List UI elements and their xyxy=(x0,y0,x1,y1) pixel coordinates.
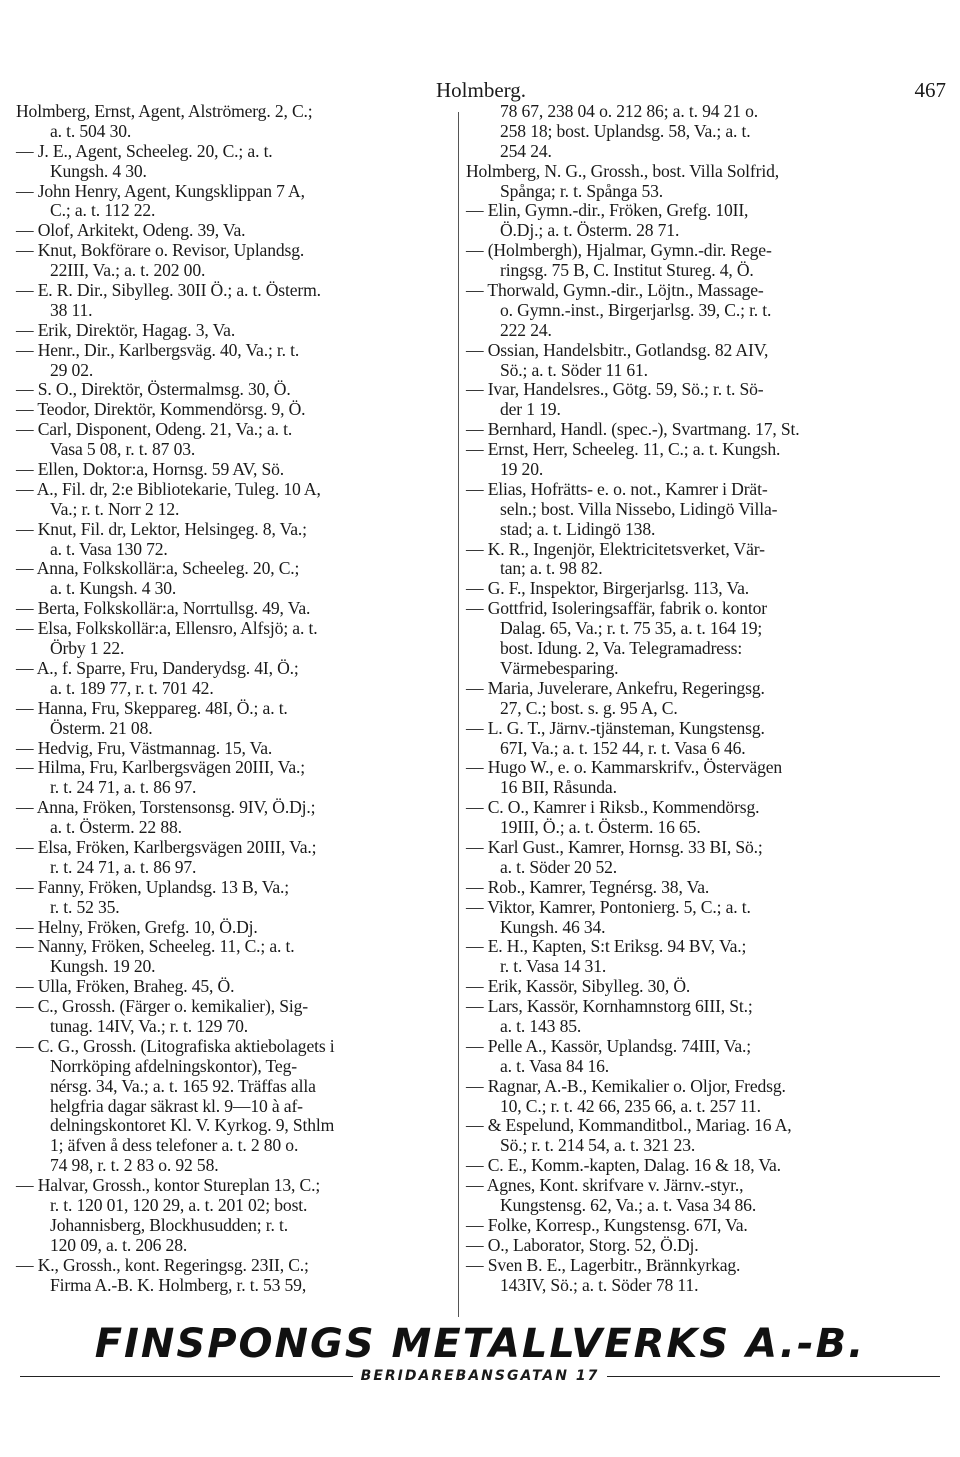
directory-line: 19III, Ö.; a. t. Österm. 16 65. xyxy=(500,817,701,838)
right-column xyxy=(466,102,936,1295)
directory-line: Dalag. 65, Va.; r. t. 75 35, a. t. 164 19; xyxy=(500,618,763,639)
directory-line: 38 11. xyxy=(50,299,93,320)
directory-line: — C. E., Komm.-kapten, Dalag. 16 & 18, Va. xyxy=(466,1155,781,1176)
directory-line: — Pelle A., Kassör, Uplandsg. 74III, Va.; xyxy=(466,1035,752,1056)
directory-line: Norrköping afdelningskontor), Teg- xyxy=(50,1055,297,1076)
directory-line: 67I, Va.; a. t. 152 44, r. t. Vasa 6 46. xyxy=(500,737,746,758)
directory-line: — Viktor, Kamrer, Pontonierg. 5, C.; a. t. xyxy=(466,896,751,917)
directory-line: — A., f. Sparre, Fru, Danderydsg. 4I, Ö.; xyxy=(16,657,299,678)
ad-subtitle-row xyxy=(20,1368,940,1384)
directory-line: ringsg. 75 B, C. Institut Stureg. 4, Ö. xyxy=(500,260,754,281)
directory-line: stad; a. t. Lidingö 138. xyxy=(500,518,656,539)
directory-line: Värmebesparing. xyxy=(500,657,619,678)
directory-line: a. t. 189 77, r. t. 701 42. xyxy=(50,677,214,698)
directory-line: — A., Fil. dr, 2:e Bibliotekarie, Tuleg. 10 A, xyxy=(16,478,321,499)
directory-line: — Halvar, Grossh., kontor Stureplan 13, C.; xyxy=(16,1175,321,1196)
directory-line: a. t. 143 85. xyxy=(500,1015,582,1036)
directory-line: — Carl, Disponent, Odeng. 21, Va.; a. t. xyxy=(16,419,293,440)
directory-line: helgfria dagar säkrast kl. 9—10 à af- xyxy=(50,1095,303,1116)
directory-line: — Hedvig, Fru, Västmannag. 15, Va. xyxy=(16,737,273,758)
directory-line: 222 24. xyxy=(500,319,552,340)
directory-line: Österm. 21 08. xyxy=(50,717,153,738)
page-number: 467 xyxy=(914,78,946,102)
directory-line: — John Henry, Agent, Kungsklippan 7 A, xyxy=(16,180,305,201)
directory-line: r. t. 24 71, a. t. 86 97. xyxy=(50,777,197,798)
directory-line: a. t. Söder 20 52. xyxy=(500,856,618,877)
directory-line: C.; a. t. 112 22. xyxy=(50,200,156,221)
column-divider xyxy=(458,112,459,1317)
directory-line: nérsg. 34, Va.; a. t. 165 92. Träffas alla xyxy=(50,1075,316,1096)
directory-line: — Maria, Juvelerare, Ankefru, Regeringsg. xyxy=(466,677,765,698)
directory-line: — Nanny, Fröken, Scheeleg. 11, C.; a. t. xyxy=(16,936,295,957)
directory-line: — Ragnar, A.-B., Kemikalier o. Oljor, Fredsg. xyxy=(466,1075,786,1096)
directory-line: — Hilma, Fru, Karlbergsvägen 20III, Va.; xyxy=(16,757,305,778)
directory-line: — Rob., Kamrer, Tegnérsg. 38, Va. xyxy=(466,876,710,897)
directory-line: — Teodor, Direktör, Kommendörsg. 9, Ö. xyxy=(16,399,306,420)
directory-line: 29 02. xyxy=(50,359,94,380)
directory-line: — Karl Gust., Kamrer, Hornsg. 33 BI, Sö.; xyxy=(466,836,763,857)
directory-line: — Ernst, Herr, Scheeleg. 11, C.; a. t. Kungsh. xyxy=(466,439,781,460)
directory-line: Örby 1 22. xyxy=(50,638,125,659)
directory-line: 16 BII, Råsunda. xyxy=(500,777,617,798)
directory-line: — Gottfrid, Isoleringsaffär, fabrik o. kontor xyxy=(466,598,768,619)
directory-line: Vasa 5 08, r. t. 87 03. xyxy=(50,439,196,460)
directory-line: — Erik, Direktör, Hagag. 3, Va. xyxy=(16,319,236,340)
directory-line: r. t. Vasa 14 31. xyxy=(500,956,607,977)
directory-line: Kungsh. 19 20. xyxy=(50,956,156,977)
directory-line: Kungsh. 4 30. xyxy=(50,160,147,181)
directory-line: a. t. Vasa 130 72. xyxy=(50,538,168,559)
directory-line: Firma A.-B. K. Holmberg, r. t. 53 59, xyxy=(50,1274,307,1295)
directory-line: — Knut, Fil. dr, Lektor, Helsingeg. 8, Va.; xyxy=(16,518,307,539)
directory-line: Johannisberg, Blockhusudden; r. t. xyxy=(50,1214,288,1235)
directory-line: 19 20. xyxy=(500,459,544,480)
directory-line: — C. O., Kamrer i Riksb., Kommendörsg. xyxy=(466,797,760,818)
directory-line: — Anna, Fröken, Torstensonsg. 9IV, Ö.Dj.; xyxy=(16,797,316,818)
directory-line: — Henr., Dir., Karlbergsväg. 40, Va.; r. t. xyxy=(16,339,300,360)
directory-line: — Elsa, Folkskollär:a, Ellensro, Alfsjö; a. t. xyxy=(16,618,318,639)
directory-line: a. t. 504 30. xyxy=(50,120,132,141)
directory-line: Holmberg, N. G., Grossh., bost. Villa Solfrid, xyxy=(466,160,779,181)
directory-line: — Ulla, Fröken, Braheg. 45, Ö. xyxy=(16,976,235,997)
directory-line: 1; äfven å dess telefoner a. t. 2 80 o. xyxy=(50,1135,299,1156)
directory-line: — K. R., Ingenjör, Elektricitetsverket, Vär- xyxy=(466,538,765,559)
directory-line: Spånga; r. t. Spånga 53. xyxy=(500,180,664,201)
directory-line: — Ivar, Handelsres., Götg. 59, Sö.; r. t. Sö- xyxy=(466,379,764,400)
directory-line: bost. Idung. 2, Va. Telegramadress: xyxy=(500,638,743,659)
directory-line: — Knut, Bokförare o. Revisor, Uplandsg. xyxy=(16,240,305,261)
directory-line: seln.; bost. Villa Nissebo, Lidingö Villa- xyxy=(500,498,778,519)
directory-line: 74 98, r. t. 2 83 o. 92 58. xyxy=(50,1155,219,1176)
directory-line: — Folke, Korresp., Kungstensg. 67I, Va. xyxy=(466,1214,748,1235)
directory-line: — Lars, Kassör, Kornhamnstorg 6III, St.; xyxy=(466,996,753,1017)
directory-line: — Fanny, Fröken, Uplandsg. 13 B, Va.; xyxy=(16,876,290,897)
directory-line: — S. O., Direktör, Östermalmsg. 30, Ö. xyxy=(16,379,291,400)
directory-line: — O., Laborator, Storg. 52, Ö.Dj. xyxy=(466,1234,699,1255)
directory-line: — Anna, Folkskollär:a, Scheeleg. 20, C.; xyxy=(16,558,300,579)
directory-line: a. t. Kungsh. 4 30. xyxy=(50,578,177,599)
directory-line: r. t. 120 01, 120 29, a. t. 201 02; bost. xyxy=(50,1194,308,1215)
directory-line: — Ossian, Handelsbitr., Gotlandsg. 82 AIV, xyxy=(466,339,769,360)
directory-line: — E. R. Dir., Sibylleg. 30II Ö.; a. t. Österm. xyxy=(16,280,321,301)
directory-line: — G. F., Inspektor, Birgerjarlsg. 113, Va. xyxy=(466,578,749,599)
directory-line: — (Holmbergh), Hjalmar, Gymn.-dir. Rege- xyxy=(466,240,772,261)
directory-line: 27, C.; bost. s. g. 95 A, C. xyxy=(500,697,678,718)
directory-line: 254 24. xyxy=(500,140,552,161)
directory-line: — J. E., Agent, Scheeleg. 20, C.; a. t. xyxy=(16,140,273,161)
directory-line: — Ellen, Doktor:a, Hornsg. 59 AV, Sö. xyxy=(16,459,284,480)
directory-line: delningskontoret Kl. V. Kyrkog. 9, Sthlm xyxy=(50,1115,335,1136)
directory-line: tan; a. t. 98 82. xyxy=(500,558,603,579)
directory-line: Kungsh. 46 34. xyxy=(500,916,606,937)
directory-line: Ö.Dj.; a. t. Österm. 28 71. xyxy=(500,220,680,241)
ad-subtitle: BERIDAREBANSGATAN 17 xyxy=(360,1368,600,1384)
directory-line: — Berta, Folkskollär:a, Norrtullsg. 49, Va. xyxy=(16,598,311,619)
directory-line: — Hanna, Fru, Skeppareg. 48I, Ö.; a. t. xyxy=(16,697,288,718)
directory-line: 22III, Va.; a. t. 202 00. xyxy=(50,260,206,281)
directory-line: — & Espelund, Kommanditbol., Mariag. 16 A, xyxy=(466,1115,792,1136)
directory-line: a. t. Vasa 84 16. xyxy=(500,1055,610,1076)
directory-line: o. Gymn.-inst., Birgerjarlsg. 39, C.; r. t. xyxy=(500,299,772,320)
directory-line: Va.; r. t. Norr 2 12. xyxy=(50,498,180,519)
directory-line: 78 67, 238 04 o. 212 86; a. t. 94 21 o. xyxy=(500,101,759,121)
directory-line: tunag. 14IV, Va.; r. t. 129 70. xyxy=(50,1015,249,1036)
directory-line: — C. G., Grossh. (Litografiska aktiebolagets i xyxy=(16,1035,335,1056)
directory-line: — Elias, Hofrätts- e. o. not., Kamrer i Drät- xyxy=(466,478,768,499)
directory-line: 143IV, Sö.; a. t. Söder 78 11. xyxy=(500,1274,699,1295)
directory-line: — Elsa, Fröken, Karlbergsvägen 20III, Va.; xyxy=(16,836,317,857)
directory-line: — L. G. T., Järnv.-tjänsteman, Kungstensg. xyxy=(466,717,765,738)
directory-line: — Olof, Arkitekt, Odeng. 39, Va. xyxy=(16,220,246,241)
directory-line: — K., Grossh., kont. Regeringsg. 23II, C.; xyxy=(16,1254,309,1275)
directory-line: 120 09, a. t. 206 28. xyxy=(50,1234,188,1255)
directory-line: — Agnes, Kont. skrifvare v. Järnv.-styr., xyxy=(466,1175,744,1196)
directory-line: — Sven B. E., Lagerbitr., Brännkyrkag. xyxy=(466,1254,741,1275)
ad-rule-left xyxy=(20,1376,353,1377)
directory-line: r. t. 24 71, a. t. 86 97. xyxy=(50,856,197,877)
directory-line: — Thorwald, Gymn.-dir., Löjtn., Massage- xyxy=(466,280,764,301)
directory-line: — C., Grossh. (Färger o. kemikalier), Sig- xyxy=(16,996,308,1017)
directory-line: Sö.; r. t. 214 54, a. t. 321 23. xyxy=(500,1135,696,1156)
directory-line: Holmberg, Ernst, Agent, Alströmerg. 2, C.; xyxy=(16,101,313,121)
directory-line: — Hugo W., e. o. Kammarskrifv., Östervägen xyxy=(466,757,783,778)
running-head: Holmberg. xyxy=(435,78,527,102)
ad-rule-right xyxy=(607,1376,940,1377)
directory-line: Sö.; a. t. Söder 11 61. xyxy=(500,359,648,380)
directory-line: — Helny, Fröken, Grefg. 10, Ö.Dj. xyxy=(16,916,258,937)
directory-line: — Elin, Gymn.-dir., Fröken, Grefg. 10II, xyxy=(466,200,749,221)
directory-line: — E. H., Kapten, S:t Eriksg. 94 BV, Va.; xyxy=(466,936,747,957)
directory-line: r. t. 52 35. xyxy=(50,896,120,917)
directory-line: der 1 19. xyxy=(500,399,561,420)
directory-line: Kungstensg. 62, Va.; a. t. Vasa 34 86. xyxy=(500,1194,757,1215)
directory-line: — Erik, Kassör, Sibylleg. 30, Ö. xyxy=(466,976,691,997)
directory-line: 258 18; bost. Uplandsg. 58, Va.; a. t. xyxy=(500,120,751,141)
directory-line: — Bernhard, Handl. (spec.-), Svartmang. 17, St. xyxy=(466,419,800,440)
ad-title: FINSPONGS METALLVERKS A.-B. xyxy=(94,1321,866,1367)
advertisement xyxy=(20,1322,940,1384)
directory-line: 10, C.; r. t. 42 66, 235 66, a. t. 257 11. xyxy=(500,1095,761,1116)
left-column xyxy=(16,102,464,1295)
directory-line: a. t. Österm. 22 88. xyxy=(50,817,182,838)
